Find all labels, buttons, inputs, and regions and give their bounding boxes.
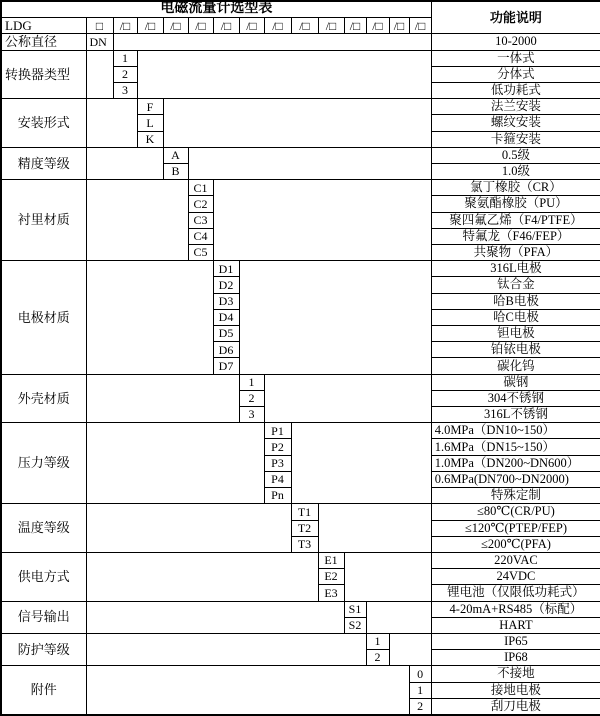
desc-cell: 法兰安装 [431,99,600,115]
code-slot: /□ [239,18,264,34]
code-slot: /□ [291,18,318,34]
desc-cell: 接地电极 [431,682,600,698]
code-slot: /□ [264,18,291,34]
model-prefix: LDG [1,18,86,34]
code-slot: /□ [344,18,366,34]
empty-cell [264,374,431,423]
code-cell: E2 [318,569,344,585]
code-cell: DN [86,34,113,50]
empty-cell [86,423,264,504]
code-cell: C3 [188,212,213,228]
desc-cell: 220VAC [431,552,600,568]
code-cell: D5 [213,326,239,342]
code-box: □ [86,18,113,34]
code-cell: S2 [344,617,366,633]
desc-cell: 聚氨酯橡胶（PU） [431,196,600,212]
empty-cell [113,34,431,50]
desc-cell: 10-2000 [431,34,600,50]
desc-cell: 铂铱电极 [431,342,600,358]
code-cell: P1 [264,423,291,439]
empty-cell [86,552,318,601]
desc-cell: HART [431,617,600,633]
code-cell: D7 [213,358,239,374]
code-cell: E1 [318,552,344,568]
code-cell: 2 [113,66,137,82]
empty-cell [86,666,409,715]
empty-cell [344,552,431,601]
group-label-temperature-rating: 温度等级 [1,504,86,553]
code-cell: C2 [188,196,213,212]
code-cell: 2 [366,650,389,666]
desc-cell: 0.6MPa(DN700~DN2000) [431,471,600,487]
group-label-protection-rating: 防护等级 [1,633,86,665]
code-cell: T1 [291,504,318,520]
code-cell: D3 [213,293,239,309]
code-slot: /□ [366,18,389,34]
desc-cell: 卡箍安装 [431,131,600,147]
empty-cell [86,50,113,99]
desc-cell: 304不锈钢 [431,390,600,406]
desc-cell: 不接地 [431,666,600,682]
desc-cell: 共聚物（PFA） [431,245,600,261]
group-label-nominal-diameter: 公称直径 [1,34,86,50]
group-label-converter-type: 转换器类型 [1,50,86,99]
code-cell: P3 [264,455,291,471]
code-cell: D2 [213,277,239,293]
empty-cell [389,633,431,665]
code-cell: P4 [264,471,291,487]
code-cell: D1 [213,261,239,277]
code-cell: K [137,131,163,147]
code-cell: 3 [113,83,137,99]
desc-cell: 哈B电极 [431,293,600,309]
empty-cell [291,423,431,504]
code-cell: 1 [113,50,137,66]
desc-cell: 刮刀电极 [431,698,600,715]
desc-cell: 1.6MPa（DN15~150） [431,439,600,455]
code-cell: A [163,147,188,163]
code-cell: 1 [409,682,431,698]
code-slot: /□ [213,18,239,34]
empty-cell [163,99,431,148]
desc-cell: 氯丁橡胶（CR） [431,180,600,196]
empty-cell [86,601,344,633]
empty-cell [86,180,188,261]
empty-cell [86,261,213,374]
function-description-header: 功能说明 [431,1,600,34]
code-cell: 0 [409,666,431,682]
table-title: 电磁流量计选型表 [1,1,431,18]
desc-cell: 钽电极 [431,326,600,342]
desc-cell: 聚四氟乙烯（F4/PTFE） [431,212,600,228]
desc-cell: 低功耗式 [431,83,600,99]
desc-cell: IP65 [431,633,600,649]
code-cell: F [137,99,163,115]
group-label-electrode-material: 电极材质 [1,261,86,374]
code-cell: 2 [239,390,264,406]
desc-cell: ≤200℃(PFA) [431,536,600,552]
group-label-housing-material: 外壳材质 [1,374,86,423]
desc-cell: 螺纹安装 [431,115,600,131]
group-label-power-supply: 供电方式 [1,552,86,601]
empty-cell [366,601,431,633]
desc-cell: 钛合金 [431,277,600,293]
empty-cell [86,99,137,148]
desc-cell: ≤120℃(PTEP/FEP) [431,520,600,536]
code-cell: E3 [318,585,344,601]
empty-cell [86,633,366,665]
empty-cell [239,261,431,374]
group-label-signal-output: 信号输出 [1,601,86,633]
code-cell: 1 [239,374,264,390]
code-slot: /□ [163,18,188,34]
desc-cell: 0.5级 [431,147,600,163]
code-cell: S1 [344,601,366,617]
empty-cell [318,504,431,553]
empty-cell [86,374,239,423]
desc-cell: 一体式 [431,50,600,66]
code-cell: 3 [239,407,264,423]
desc-cell: 4-20mA+RS485（标配） [431,601,600,617]
empty-cell [86,504,291,553]
desc-cell: ≤80℃(CR/PU) [431,504,600,520]
code-slot: /□ [137,18,163,34]
group-label-accessories: 附件 [1,666,86,715]
desc-cell: 316L不锈钢 [431,407,600,423]
desc-cell: 碳钢 [431,374,600,390]
desc-cell: 特殊定制 [431,488,600,504]
desc-cell: 1.0MPa（DN200~DN600） [431,455,600,471]
code-slot: /□ [318,18,344,34]
code-cell: C1 [188,180,213,196]
code-cell: 2 [409,698,431,715]
code-cell: 1 [366,633,389,649]
code-cell: P2 [264,439,291,455]
group-label-accuracy: 精度等级 [1,147,86,179]
code-cell: T3 [291,536,318,552]
desc-cell: IP68 [431,650,600,666]
code-cell: D6 [213,342,239,358]
code-cell: D4 [213,309,239,325]
desc-cell: 4.0MPa（DN10~150） [431,423,600,439]
group-label-installation: 安装形式 [1,99,86,148]
code-cell: C4 [188,228,213,244]
empty-cell [213,180,431,261]
desc-cell: 316L电极 [431,261,600,277]
code-cell: L [137,115,163,131]
code-cell: Pn [264,488,291,504]
desc-cell: 哈C电极 [431,309,600,325]
desc-cell: 分体式 [431,66,600,82]
code-cell: C5 [188,245,213,261]
code-slot: /□ [113,18,137,34]
desc-cell: 特氟龙（F46/FEP） [431,228,600,244]
desc-cell: 锂电池（仅限低功耗式） [431,585,600,601]
desc-cell: 碳化钨 [431,358,600,374]
desc-cell: 24VDC [431,569,600,585]
code-slot: /□ [389,18,409,34]
code-slot: /□ [188,18,213,34]
code-cell: B [163,164,188,180]
empty-cell [137,50,431,99]
empty-cell [188,147,431,179]
code-cell: T2 [291,520,318,536]
code-slot: /□ [409,18,431,34]
group-label-pressure-rating: 压力等级 [1,423,86,504]
empty-cell [86,147,163,179]
group-label-lining-material: 衬里材质 [1,180,86,261]
desc-cell: 1.0级 [431,164,600,180]
